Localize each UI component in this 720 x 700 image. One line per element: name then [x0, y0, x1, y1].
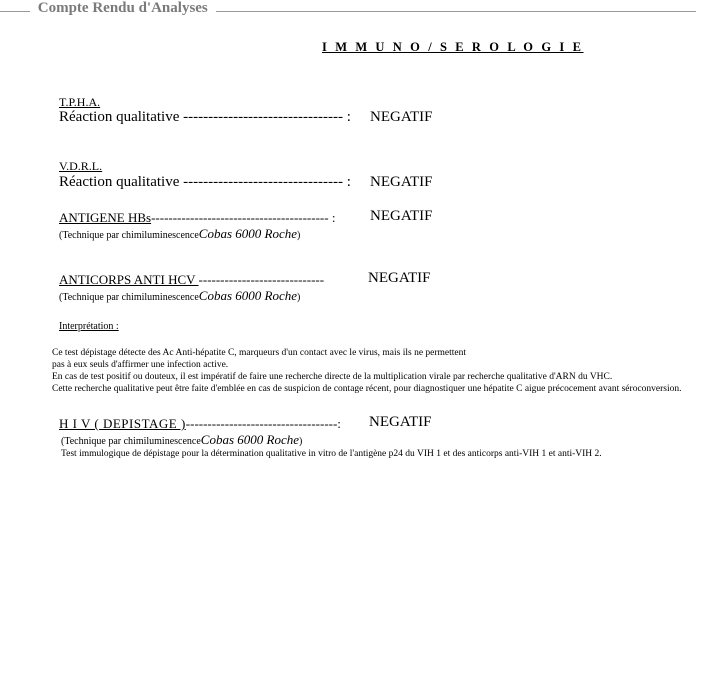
interpretation-line: Ce test dépistage détecte des Ac Anti-hépatite C, marqueurs d'un contact avec le virus, mais ils ne permettent — [52, 348, 467, 358]
test-name-vdrl: V.D.R.L. — [59, 159, 103, 173]
header-rule-right — [216, 11, 696, 12]
interpretation-line: Cette recherche qualitative peut être faite d'emblée en cas de suspicion de contage récent, pour diagnostiquer une hépatite C aigue précocement avant séroconversion. — [52, 384, 682, 394]
test-dashes-hbs: ----------------------------------------- : — [151, 210, 336, 225]
technique-name-hbs: Cobas 6000 Roche — [198, 226, 298, 241]
test-dashes-hcv: ----------------------------- — [198, 272, 325, 287]
technique-name-hiv: Cobas 6000 Roche — [200, 432, 300, 447]
technique-suffix-hbs: ) — [297, 230, 301, 241]
test-result-vdrl: NEGATIF — [370, 174, 433, 190]
technique-hbs — [59, 226, 300, 242]
test-label-vdrl: Réaction qualitative -------------------------------- : — [59, 174, 351, 190]
technique-prefix-hbs: (Technique par chimiluminescence — [59, 230, 199, 241]
technique-prefix-hiv: (Technique par chimiluminescence — [61, 436, 201, 447]
technique-name-hcv: Cobas 6000 Roche — [198, 288, 298, 303]
section-title: I M M U N O / S E R O L O G I E — [322, 40, 584, 54]
test-name-hiv: H I V ( DEPISTAGE ) — [59, 416, 186, 431]
interpretation-line: En cas de test positif ou douteux, il est impératif de faire une recherche directe de la multiplication virale par recherche qualitative d'ARN du VHC. — [52, 372, 613, 382]
test-result-hbs: NEGATIF — [370, 208, 433, 224]
interpretation-text — [52, 347, 682, 395]
technique-prefix-hcv: (Technique par chimiluminescence — [59, 292, 199, 303]
test-line-hiv — [59, 416, 341, 432]
test-result-hcv: NEGATIF — [368, 270, 431, 286]
interpretation-heading: Interprétation : — [59, 321, 119, 332]
test-name-tpha: T.P.H.A. — [59, 95, 101, 109]
report-header — [0, 0, 720, 20]
test-result-tpha: NEGATIF — [370, 109, 433, 125]
test-line-hcv — [59, 272, 324, 288]
test-line-hbs — [59, 210, 335, 226]
technique-suffix-hcv: ) — [297, 292, 301, 303]
technique-suffix-hiv: ) — [299, 436, 303, 447]
report-title: Compte Rendu d'Analyses — [37, 0, 208, 16]
test-result-hiv: NEGATIF — [369, 414, 432, 430]
test-name-hbs: ANTIGENE HBs — [59, 210, 152, 225]
test-note-hiv: Test immulogique de dépistage pour la détermination qualitative in vitro de l'antigène p24 du VIH 1 et des anticorps anti-VIH 1 et anti-VIH 2. — [61, 449, 602, 459]
test-dashes-hiv: -----------------------------------: — [185, 416, 341, 431]
interpretation-line: pas à eux seuls d'affirmer une infection active. — [52, 360, 229, 370]
technique-hiv — [61, 432, 302, 448]
test-name-hcv: ANTICORPS ANTI HCV — [59, 272, 199, 287]
header-rule-left — [0, 11, 30, 12]
technique-hcv — [59, 288, 300, 304]
test-label-tpha: Réaction qualitative -------------------------------- : — [59, 109, 351, 125]
